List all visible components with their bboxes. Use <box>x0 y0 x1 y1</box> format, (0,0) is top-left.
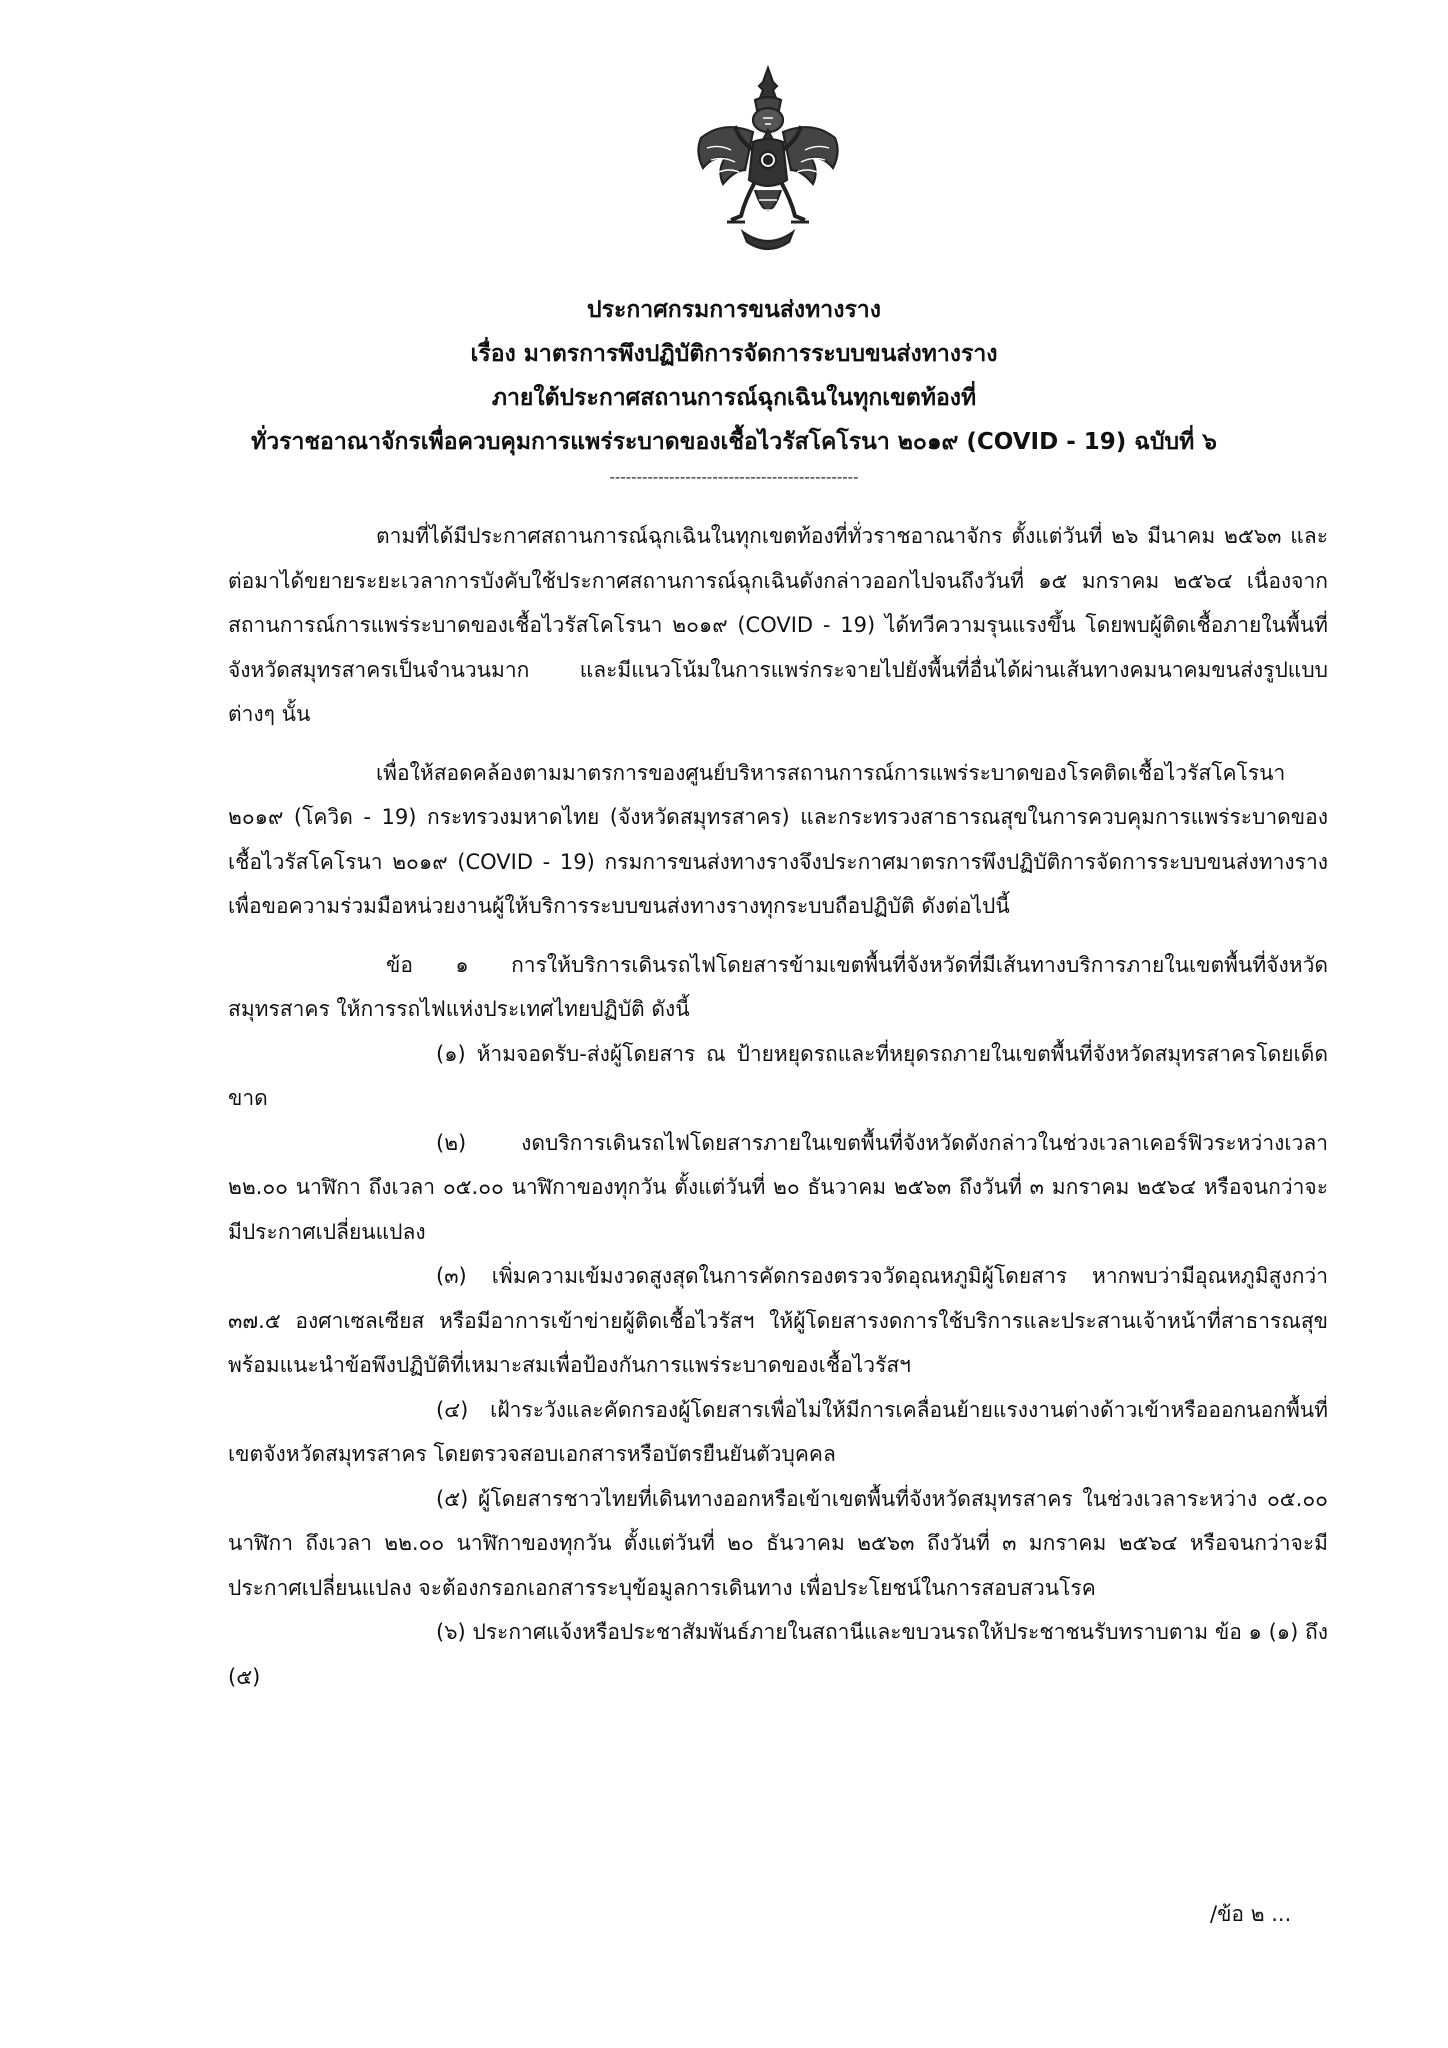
paragraph-background: ตามที่ได้มีประกาศสถานการณ์ฉุกเฉินในทุกเขตท้องที่ทั่วราชอาณาจักร ตั้งแต่วันที่ ๒๖ มีนาคม ๒๕๖๓ และต่อมาได้ขยายระยะเวลาการบังคับใช้ประกาศสถานการณ์ฉุกเฉินดังกล่าวออกไปจนถึงวันที่ ๑๕ มกราคม ๒๕๖๔ เนื่องจากสถานการณ์การแพร่ระบาดของเชื้อไวรัสโคโรนา ๒๐๑๙ (COVID - 19) ได้ทวีความรุนแรงขึ้น โดยพบผู้ติดเชื้อภายในพื้นที่จังหวัดสมุทรสาครเป็นจำนวนมาก และมีแนวโน้มในการแพร่กระจายไปยังพื้นที่อื่นได้ผ่านเส้นทางคมนาคมขนส่งรูปแบบต่างๆ นั้น <box>228 524 1328 726</box>
title-line-2: เรื่อง มาตรการพึงปฏิบัติการจัดการระบบขนส่งทางราง <box>470 341 998 367</box>
paragraph-purpose: เพื่อให้สอดคล้องตามมาตรการของศูนย์บริหารสถานการณ์การแพร่ระบาดของโรคติดเชื้อไวรัสโคโรนา ๒๐๑๙ (โควิด - 19) กระทรวงมหาดไทย (จังหวัดสมุทรสาคร) และกระทรวงสาธารณสุขในการควบคุมการแพร่ระบาดของเชื้อไวรัสโคโรนา ๒๐๑๙ (COVID - 19) กรมการขนส่งทางรางจึงประกาศมาตรการพึงปฏิบัติการจัดการระบบขนส่งทางราง เพื่อขอความร่วมมือหน่วยงานผู้ให้บริการระบบขนส่งทางรางทุกระบบถือปฏิบัติ ดังต่อไปนี้ <box>228 760 1328 918</box>
subitem-2: (๒) งดบริการเดินรถไฟโดยสารภายในเขตพื้นที่จังหวัดดังกล่าวในช่วงเวลาเคอร์ฟิวระหว่างเวลา ๒๒.๐๐ นาฬิกา ถึงเวลา ๐๕.๐๐ นาฬิกาของทุกวัน ตั้งแต่วันที่ ๒๐ ธันวาคม ๒๕๖๓ ถึงวันที่ ๓ มกราคม ๒๕๖๔ หรือจนกว่าจะมีประกาศเปลี่ยนแปลง <box>228 1130 1328 1244</box>
garuda-emblem-icon <box>683 60 853 260</box>
continuation-marker: /ข้อ ๒ ... <box>1210 1902 1292 1926</box>
title-line-4: ทั่วราชอาณาจักรเพื่อควบคุมการแพร่ระบาดของเชื้อไวรัสโคโรนา ๒๐๑๙ (COVID - 19) ฉบับที่ ๖ <box>251 429 1217 455</box>
title-line-3: ภายใต้ประกาศสถานการณ์ฉุกเฉินในทุกเขตท้องที่ <box>491 385 977 411</box>
title-line-1: ประกาศกรมการขนส่งทางราง <box>587 297 881 323</box>
title-divider: ---------------------------------------------- <box>609 468 859 486</box>
subitem-6: (๖) ประกาศแจ้งหรือประชาสัมพันธ์ภายในสถานีและขบวนรถให้ประชาชนรับทราบตาม ข้อ ๑ (๑) ถึง (๕) <box>228 1620 1328 1689</box>
document-body <box>228 514 1328 1699</box>
subitem-4: (๔) เฝ้าระวังและคัดกรองผู้โดยสารเพื่อไม่ให้มีการเคลื่อนย้ายแรงงานต่างด้าวเข้าหรือออกนอกพื้นที่เขตจังหวัดสมุทรสาคร โดยตรวจสอบเอกสารหรือบัตรยืนยันตัวบุคคล <box>228 1397 1328 1466</box>
subitem-1: (๑) ห้ามจอดรับ-ส่งผู้โดยสาร ณ ป้ายหยุดรถและที่หยุดรถภายในเขตพื้นที่จังหวัดสมุทรสาครโดยเด็ดขาด <box>228 1041 1328 1110</box>
announcement-title <box>180 288 1288 488</box>
subitem-5: (๕) ผู้โดยสารชาวไทยที่เดินทางออกหรือเข้าเขตพื้นที่จังหวัดสมุทรสาคร ในช่วงเวลาระหว่าง ๐๕.๐๐ นาฬิกา ถึงเวลา ๒๒.๐๐ นาฬิกาของทุกวัน ตั้งแต่วันที่ ๒๐ ธันวาคม ๒๕๖๓ ถึงวันที่ ๓ มกราคม ๒๕๖๔ หรือจนกว่าจะมีประกาศเปลี่ยนแปลง จะต้องกรอกเอกสารระบุข้อมูลการเดินทาง เพื่อประโยชน์ในการสอบสวนโรค <box>228 1486 1328 1600</box>
item-1-heading: ข้อ ๑ การให้บริการเดินรถไฟโดยสารข้ามเขตพื้นที่จังหวัดที่มีเส้นทางบริการภายในเขตพื้นที่จังหวัดสมุทรสาคร ให้การรถไฟแห่งประเทศไทยปฏิบัติ ดังนี้ <box>228 952 1328 1021</box>
subitem-3: (๓) เพิ่มความเข้มงวดสูงสุดในการคัดกรองตรวจวัดอุณหภูมิผู้โดยสาร หากพบว่ามีอุณหภูมิสูงกว่า ๓๗.๕ องศาเซลเซียส หรือมีอาการเข้าข่ายผู้ติดเชื้อไวรัสฯ ให้ผู้โดยสารงดการใช้บริการและประสานเจ้าหน้าที่สาธารณสุข พร้อมแนะนำข้อพึงปฏิบัติที่เหมาะสมเพื่อป้องกันการแพร่ระบาดของเชื้อไวรัสฯ <box>228 1264 1328 1377</box>
